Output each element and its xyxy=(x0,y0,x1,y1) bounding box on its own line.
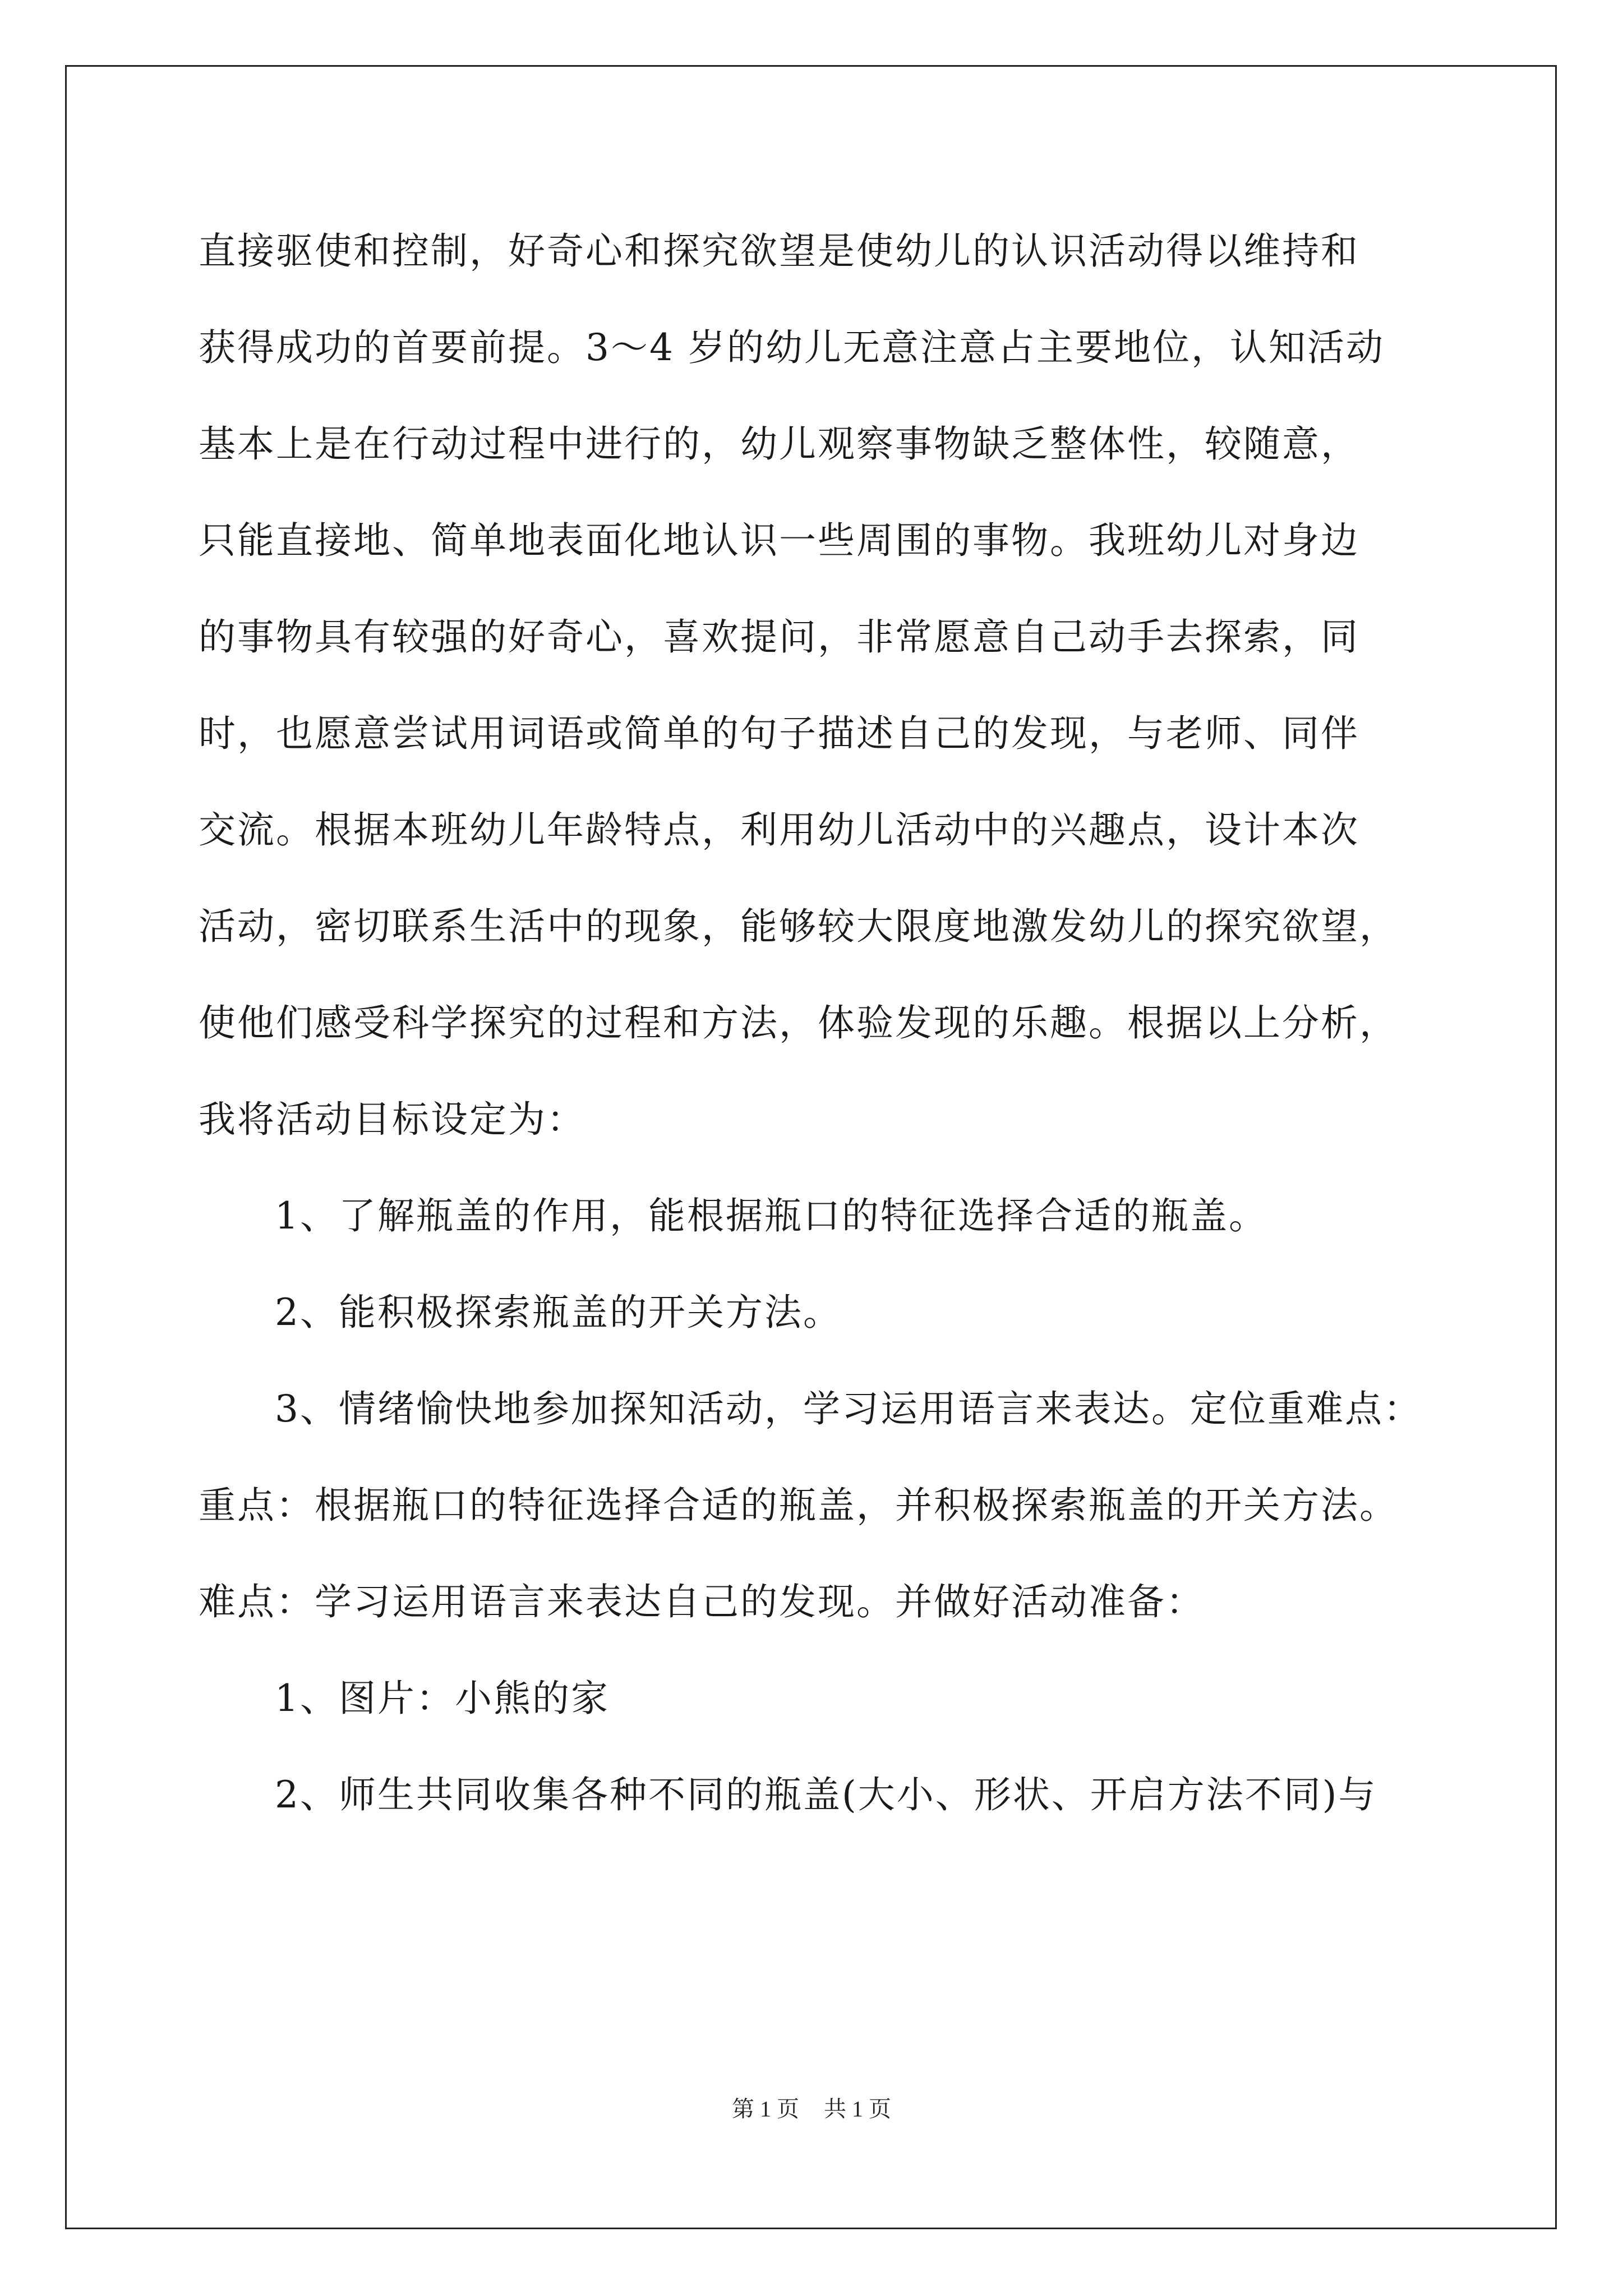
document-body xyxy=(199,203,1432,1843)
page-number-current: 第 1 页 xyxy=(732,2096,799,2122)
text-line: 基本上是在行动过程中进行的，幼儿观察事物缺乏整体性，较随意， xyxy=(199,422,1359,466)
page-number-total: 共 1 页 xyxy=(824,2096,891,2122)
text-line: 活动，密切联系生活中的现象，能够较大限度地激发幼儿的探究欲望， xyxy=(199,905,1398,948)
goal-item-3: 3、情绪愉快地参加探知活动，学习运用语言来表达。定位重难点： xyxy=(275,1387,1422,1430)
text-line: 我将活动目标设定为： xyxy=(199,1098,585,1141)
goal-item-2: 2、能积极探索瓶盖的开关方法。 xyxy=(275,1291,842,1334)
text-line: 的事物具有较强的好奇心，喜欢提问，非常愿意自己动手去探索，同 xyxy=(199,615,1359,659)
key-point-line: 重点：根据瓶口的特征选择合适的瓶盖，并积极探索瓶盖的开关方法。 xyxy=(199,1484,1398,1527)
difficult-point-line: 难点：学习运用语言来表达自己的发现。并做好活动准备： xyxy=(199,1580,1205,1623)
text-line: 使他们感受科学探究的过程和方法，体验发现的乐趣。根据以上分析， xyxy=(199,1001,1398,1045)
text-line: 获得成功的首要前提。3～4 岁的幼儿无意注意占主要地位，认知活动 xyxy=(199,326,1385,369)
page-footer xyxy=(0,2091,1623,2123)
prep-item-1: 1、图片：小熊的家 xyxy=(275,1677,610,1720)
text-line: 直接驱使和控制，好奇心和探究欲望是使幼儿的认识活动得以维持和 xyxy=(199,229,1359,273)
text-line: 只能直接地、简单地表面化地认识一些周围的事物。我班幼儿对身边 xyxy=(199,519,1359,562)
goal-item-1: 1、了解瓶盖的作用，能根据瓶口的特征选择合适的瓶盖。 xyxy=(275,1194,1267,1237)
prep-item-2: 2、师生共同收集各种不同的瓶盖(大小、形状、开启方法不同)与 xyxy=(275,1773,1377,1816)
text-line: 交流。根据本班幼儿年龄特点，利用幼儿活动中的兴趣点，设计本次 xyxy=(199,808,1359,852)
text-line: 时，也愿意尝试用词语或简单的句子描述自己的发现，与老师、同伴 xyxy=(199,712,1359,755)
